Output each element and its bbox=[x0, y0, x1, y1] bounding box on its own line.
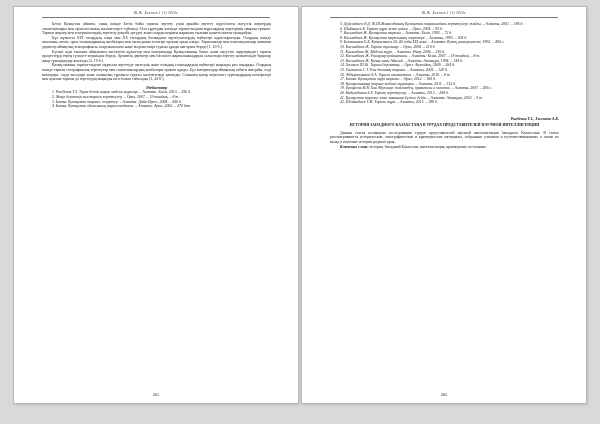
right-page-body bbox=[330, 22, 559, 149]
reference-item: 19. Ерофеева И.В. Хан Абулхаир: полководец, правитель и политик. – Алматы, 2007. – 456 с. bbox=[340, 86, 493, 91]
paragraph: Бегім Қазақстан аймағы, оның ішінде Бегім бойы тарихы зерттеу үшін арнайы зерттеу жүргізілген оңтүстік жерлердің сипаттамалары мен археологиялық мәліметтерге сүйенеді. Осы тұрғыдан алғанда тарихи-мәдени мұралардың жерлерінің маңызы ерекше. Тарихи жерлер мен ескерткіштердің зерттелу деңгейі әртүрлі және оларды кеңінен жариялау ғылыми қажеттіліктен туындайды. bbox=[42, 22, 271, 36]
reference-item: 20. Кабульдинов З.Е. Тарихи зерттеулер. – Алматы, 2013. – 284 б. bbox=[340, 90, 449, 95]
keywords-line bbox=[330, 145, 559, 150]
paragraph: Бүгінгі күні ғылыми айналымға енгізілген құжаттар мен материалдар Қазақстанның батыс және оңтүстік өңірлеріндегі тарихи процестерді терең түсінуге мүмкіндік береді. Архивтік деректер мен баспасөз жарияланымдарын салыстыра зерттеу нәтижесінде бірқатар жаңа тұжырымдар жасалды [2, 15-б.]. bbox=[42, 49, 271, 63]
left-page bbox=[14, 7, 298, 403]
reference-item: 3. Батыс Қазақстан тарихы: очерктер. – Алматы: Дайк-Пресс, 2008. – 440 б. bbox=[52, 99, 182, 104]
running-header: Ш.Ж. Халлаев 1 (1) 2016г. bbox=[133, 11, 179, 15]
reference-item: 5. Дүйсенбаев Ә.Д. Ж.Ш.Жанкелдиннің Қазақстан тарихындағы зерттеулері жайлы. – Алматы, 2001. – 186 б. bbox=[340, 22, 524, 26]
reference-item: 13. Касымбаев Ж. Қазақ ханы Абылай. – Алматы: Атамұра, 1994. – 144 б. bbox=[340, 58, 463, 63]
page-number: 261 bbox=[152, 392, 160, 397]
left-page-body bbox=[42, 22, 271, 109]
reference-item: 12. Касымбаев Ж. Ғасырлар қойнауынан. – Алматы: Білім, 2007. – 18 томдық. – 8 т. bbox=[340, 54, 481, 59]
reference-item: 7. Касымбаев Ж. Қазақстан тарихы. – Алматы: Білім, 1992. – 72 б. bbox=[340, 31, 453, 36]
reference-item: 6. Шайынаев Б. Тарихи мұра және қоғам. – Орал, 2004. – 95 б. bbox=[340, 26, 443, 31]
article-title: ИСТОРИЯ ЗАПАДНОГО КАЗАХСТАНА В ТРУДАХ ПРЕДСТАВИТЕЛЕЙ НАУЧНОЙ ИНТЕЛЛИГЕНЦИИ bbox=[349, 123, 540, 128]
reference-item: 4. Батыс Қазақстан облысының энциклопедиясы. – Алматы: Арыс, 2002. – 470 бет. bbox=[52, 104, 192, 109]
running-header: Ш.Ж. Халлаев 1 (1) 2016г. bbox=[421, 11, 467, 15]
reference-item: 15. Тастанов С.Т. Ұлы даланың тарихы. – Алматы, 2005. – 128 б. bbox=[340, 67, 448, 72]
references-title: Әдебиеттер bbox=[145, 85, 168, 90]
page-number: 262 bbox=[440, 392, 448, 397]
reference-item: 11. Касымбаев Ж. Мәдени мұра. – Алматы: Өнер, 2006. – 216 б. bbox=[340, 49, 446, 54]
reference-item: 10. Касымбаев Ж. Тарихи тұлғалар. – Орал, 2006. – 210 б. bbox=[340, 44, 436, 49]
reference-item: 18. Қазақстанның тарихи-мәдени мұралары. – Алматы, 2011. – 312 б. bbox=[340, 81, 457, 86]
reference-item: 14. Халлаев Ш.Ж. Тарихи деректану. – Орал: Ақжайық, 2009. – 264 б. bbox=[340, 63, 455, 68]
abstract bbox=[330, 131, 559, 149]
header-rule bbox=[42, 17, 270, 18]
header-rule bbox=[330, 17, 558, 18]
article-authors: Рысбеков Т.З., Халлаева А.К. bbox=[510, 116, 559, 121]
paragraph: Қазақстанның тарихи-мәдени мұрасын зерттеуде шетелдік және отандық ғалымдардың еңбектері маңызды рөл атқарады. Олардың ішінде тарихи географиялық зерттеулер мен саяхатшылардың жазбалары ерекше құнды. Бұл материалдар аймақтың табиғи жағдайы, елді мекендері, сауда жолдары және халықтың тұрмысы туралы мәліметтерді қамтиды. Сонымен қатар жергілікті тұрғындардың шежірелері мен ауызша тарихы да зерттеудің маңызды көзі болып табылады [3, 22-б.]. bbox=[42, 63, 271, 82]
reference-item: 17. Батыс Қазақстан өңірі тарихы. – Орал, 2012. – 160 б. bbox=[340, 77, 436, 82]
abstract-text: Данная статья посвящена исследованию трудов представителей научной интеллигенции Западного Казахстана. В статье рассматриваются исторические, этнографические и краеведческие материалы, собранные учеными и путешественниками, а также их вклад в изучение истории родного края. bbox=[330, 130, 559, 145]
right-page bbox=[302, 7, 586, 403]
reference-item: 8. Касымбаев Ж. Қазақстан тарихының очерктері. – Алматы, 1993. – 304 б. bbox=[340, 35, 468, 40]
reference-item: 1. Рысбеков Т.З. Тарих бетін ашқан мәдени мұралар. – Алматы: Білім, 2013. – 256 б. bbox=[52, 90, 191, 95]
keywords-label: Ключевые слова: bbox=[340, 144, 369, 149]
reference-item: 22. Шойынбаев Т.Ж. Тарихи мұра. – Алматы, 2015. – 188 б. bbox=[340, 100, 438, 105]
reference-item: 2. Жаңа деректер мен тарихи зерттеулер. – Орал, 2007. – 19 томдық. – 8 т. bbox=[52, 94, 180, 99]
reference-item: 16. Абдырахманов А.А. Тарихи ономастика. – Алматы, 2010. – 8 т. bbox=[340, 72, 451, 77]
references-list bbox=[42, 90, 271, 108]
reference-item: 21. Қазақстан тарихы: көне заманнан бүгінге дейін. – Алматы: Атамұра, 2010. – 5 т. bbox=[340, 95, 483, 100]
paragraph: Бұл жұмыста ХІХ ғасырдың соңы мен ХХ ғасырдың басындағы зерттеушілердің еңбектері қарастырылады. Олардың ішінде ағылшын, неміс, орыс ғалымдарының жазбалары мен экспедиция есептері ерекше орын алады. Тарихшылар мен өлкетанушылар жинаған деректер аймақтың этнографиясы, шаруашылығы және мәдени өмірі туралы құнды мағлұмат береді [1, 10-б.]. bbox=[42, 35, 271, 49]
keywords-text: история, Западный Казахстан, интеллигенция, краеведение, источники. bbox=[369, 144, 487, 149]
reference-item: 9. Бекмаханов Е.Б. Казахстан в 20–40 годы XIX века. – Алматы: Қазақ университеті, 1992. – 400 с. bbox=[340, 40, 505, 45]
